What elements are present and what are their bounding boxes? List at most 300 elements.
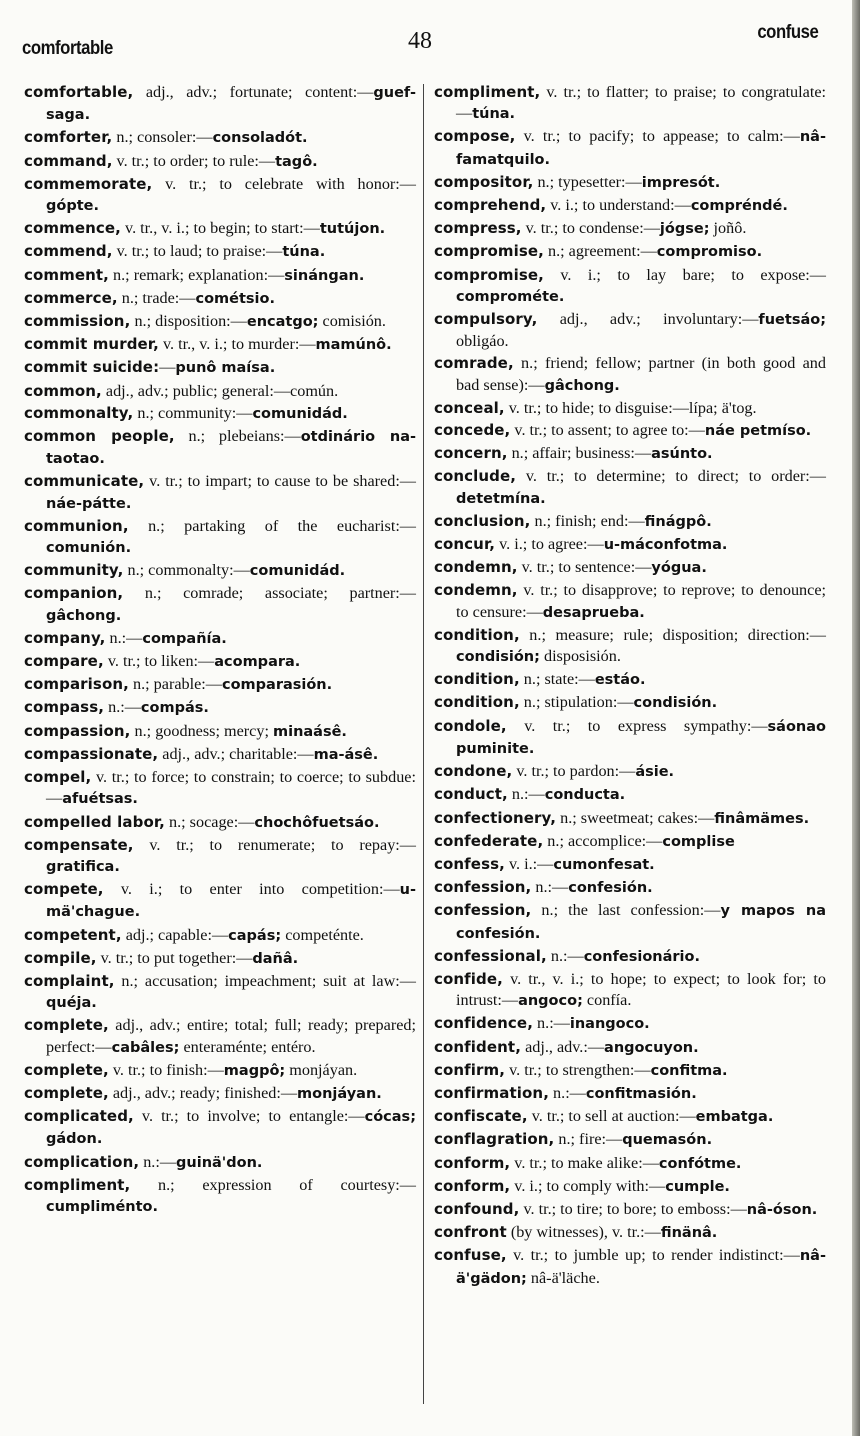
definition: v. tr.; to tire; to bore; to emboss:— (519, 1199, 747, 1218)
translation: chochôfuetsáo. (254, 814, 380, 831)
translation: complise (662, 833, 735, 850)
translation: gópte. (46, 198, 99, 215)
headword: commit murder, (24, 335, 159, 354)
translation: angocuyon. (604, 1039, 699, 1056)
translation: afuétsas. (62, 791, 138, 808)
definition: n.; measure; rule; disposition; direction:— (519, 625, 826, 644)
headword: compile, (24, 948, 97, 967)
definition: v. tr.; to pardon:— (512, 762, 636, 781)
dictionary-entry (434, 1199, 826, 1221)
dictionary-entry (24, 357, 416, 379)
dictionary-entry (434, 1060, 826, 1082)
dictionary-entry (24, 151, 416, 173)
headword: commemorate, (24, 174, 153, 193)
dictionary-entry (434, 1245, 826, 1289)
translation: compañía. (142, 630, 227, 647)
headword: compliment, (434, 83, 541, 101)
translation: tutújon. (319, 221, 386, 238)
dictionary-entry (434, 716, 826, 760)
definition: n.; expression of courtesy:— (130, 1175, 416, 1194)
headword: common, (24, 381, 102, 400)
dictionary-entry (434, 1083, 826, 1105)
dictionary-entry (434, 808, 826, 830)
translation: confótme. (658, 1155, 742, 1172)
headword: compromise, (434, 242, 544, 261)
translation: sinángan. (284, 267, 365, 284)
page-number: 48 (408, 28, 432, 54)
dictionary-entry (434, 761, 826, 783)
translation: condisión; (456, 649, 540, 666)
definition: n.:— (546, 946, 584, 965)
dictionary-entry (434, 420, 826, 442)
headword: confront (434, 1223, 507, 1242)
headword: confound, (434, 1199, 520, 1218)
definition: n.:— (507, 785, 545, 804)
dictionary-entry (434, 241, 826, 263)
dictionary-entry (24, 835, 416, 878)
translation: náe petmíso. (704, 423, 812, 440)
dictionary-entry (24, 288, 416, 310)
dictionary-entry (24, 1152, 416, 1174)
definition: v. tr.; to celebrate with honor:— (152, 174, 416, 193)
dictionary-entry (434, 692, 826, 714)
definition: n.; partaking of the eucharist:— (128, 516, 416, 535)
dictionary-entry (24, 812, 416, 834)
headword: complete, (24, 1060, 109, 1079)
definition: n.; typesetter:— (533, 172, 642, 191)
headword: complication, (24, 1152, 140, 1171)
definition: v. tr.; to pacify; to appease; to calm:— (515, 127, 800, 146)
dictionary-entry (434, 1222, 826, 1244)
headword: conclude, (434, 467, 517, 486)
definition: v. i.; to agree:— (495, 535, 604, 554)
definition: n.; the last confession:— (531, 901, 721, 920)
dictionary-entry (24, 127, 416, 149)
definition: v. i.; to lay bare; to expose:— (543, 265, 826, 284)
definition: n.; stipulation:— (519, 693, 634, 712)
definition: n.; accomplice:— (543, 831, 663, 850)
translation: túna. (472, 106, 516, 123)
dictionary-entry (434, 1106, 826, 1128)
definition: v. tr.; to order; to rule:— (112, 151, 276, 170)
definition: (by witnesses), v. tr.:— (506, 1223, 661, 1242)
definition: v. tr., v. i.; to begin; to start:— (120, 219, 320, 238)
definition: v. tr.; to laud; to praise:— (112, 242, 283, 261)
translation: angoco; (518, 993, 583, 1010)
headword: confess, (434, 854, 505, 873)
definition: adj.; capable:— (121, 925, 229, 944)
headword: commonalty, (24, 403, 134, 422)
dictionary-entry (434, 126, 826, 170)
dictionary-entry (434, 900, 826, 944)
dictionary-entry (434, 854, 826, 876)
headword: condemn, (434, 558, 518, 577)
page-edge-shadow (852, 0, 860, 1436)
definition: v. tr.; to renumerate; to repay:— (133, 835, 416, 854)
dictionary-entry (434, 625, 826, 668)
definition: v. tr.; to strengthen:— (505, 1060, 651, 1079)
headword: compelled labor, (24, 812, 165, 831)
definition: n.; friend; fellow; partner (in both good and bad sense):— (456, 354, 826, 394)
headword: confession, (434, 901, 532, 920)
dictionary-entry (434, 309, 826, 352)
dictionary-entry (24, 767, 416, 810)
translation-extra: obligáo. (456, 332, 509, 351)
headword: comfortable, (24, 83, 134, 101)
definition: v. tr.; to express sympathy:— (506, 716, 768, 735)
translation: comunidád. (249, 563, 346, 580)
definition: v. tr.; to make alike:— (510, 1153, 659, 1172)
dictionary-entry (24, 971, 416, 1014)
definition: v. tr.; to flatter; to praise; to congratulate:— (456, 83, 826, 123)
headword: compromise, (434, 265, 544, 284)
definition: v. tr., v. i.; to murder:— (158, 335, 316, 354)
definition: n.; socage:— (164, 812, 255, 831)
dictionary-entry (24, 674, 416, 696)
dictionary-entry (24, 651, 416, 673)
definition: n.:— (531, 878, 569, 897)
translation: punô maísa. (175, 360, 276, 377)
translation: sáonao puminite. (456, 718, 826, 757)
translation: magpô; (223, 1062, 286, 1079)
translation: comparasión. (221, 677, 333, 694)
dictionary-entry (24, 381, 416, 402)
headword: comrade, (434, 354, 514, 373)
headword: compassion, (24, 721, 131, 740)
translation: embatga. (695, 1109, 774, 1126)
headword: confession, (434, 878, 532, 897)
translation-extra: competénte. (281, 925, 364, 944)
headword: confirm, (434, 1060, 506, 1079)
translation-extra: monjáyan. (285, 1060, 358, 1079)
headword: complete, (24, 1016, 109, 1035)
dictionary-entry (434, 1153, 826, 1175)
headword: confessional, (434, 946, 547, 965)
definition: v. tr.; to put together:— (96, 948, 253, 967)
dictionary-entry (24, 174, 416, 217)
translation: compréndé. (690, 198, 788, 215)
headword: community, (24, 561, 124, 580)
headword: complicated, (24, 1107, 134, 1126)
translation: finágpô. (644, 513, 712, 530)
headword: commence, (24, 219, 121, 238)
translation: gâchong. (544, 377, 620, 394)
translation: nâ-óson. (746, 1201, 818, 1218)
translation: comprométe. (456, 288, 565, 305)
dictionary-entry (24, 721, 416, 743)
definition: adj., adv.; ready; finished:— (108, 1083, 298, 1102)
definition: v. tr.; to liken:— (103, 652, 215, 671)
dictionary-entry (24, 516, 416, 559)
dictionary-entry (24, 426, 416, 470)
translation: otdinário na-taotao. (46, 429, 416, 468)
headword: condition, (434, 670, 520, 689)
headword: condone, (434, 762, 513, 781)
translation: quéja. (46, 995, 97, 1012)
dictionary-entry (24, 1083, 416, 1105)
translation: y mapos na confesión. (456, 903, 826, 942)
headword: commission, (24, 312, 131, 331)
dictionary-entry (434, 466, 826, 509)
headword: company, (24, 628, 106, 647)
translation: jógse; (659, 221, 710, 238)
dictionary-entry (434, 669, 826, 691)
right-guide-word: confuse (756, 22, 818, 43)
translation: confesionário. (583, 948, 700, 965)
translation-extra: comisión. (318, 312, 386, 331)
dictionary-entry (24, 1015, 416, 1058)
definition: n.; fire:— (554, 1130, 623, 1149)
translation: minaásê. (273, 723, 347, 740)
translation: cumonfesat. (553, 856, 655, 873)
headword: compel, (24, 768, 92, 787)
dictionary-entry (434, 398, 826, 419)
headword: companion, (24, 584, 124, 603)
definition: n.; remark; explanation:— (108, 265, 285, 284)
right-column (434, 82, 826, 1291)
translation-extra: confía. (582, 991, 632, 1010)
translation: consoladót. (212, 130, 308, 147)
definition: adj., adv.; entire; total; full; ready; prepared; perfect:— (46, 1016, 416, 1056)
translation-extra: lípa; ä'tog. (688, 398, 757, 417)
translation: cumpliménto. (46, 1198, 159, 1215)
dictionary-entry (434, 195, 826, 217)
translation: confitma. (650, 1062, 728, 1079)
definition: adj., adv.:— (521, 1037, 605, 1056)
headword: condemn, (434, 581, 518, 600)
definition: n.; agreement:— (543, 242, 657, 261)
translation-extra: enteraménte; entéro. (179, 1037, 316, 1056)
headword: conform, (434, 1153, 511, 1172)
translation: náe-pátte. (46, 495, 132, 512)
dictionary-entry (434, 353, 826, 396)
dictionary-entry (24, 879, 416, 923)
translation: estáo. (594, 672, 646, 689)
headword: comprehend, (434, 196, 547, 215)
translation: u-máconfotma. (603, 537, 728, 554)
headword: compensate, (24, 835, 134, 854)
definition: adj., adv.; involuntary:— (537, 310, 759, 329)
translation: confesión. (568, 880, 653, 897)
translation: ma-ásê. (313, 746, 379, 763)
translation-extra: joñô. (709, 219, 747, 238)
definition: v. tr.; to condense:— (521, 219, 660, 238)
translation: impresót. (641, 174, 721, 191)
headword: commit suicide: (24, 358, 160, 377)
translation: desaprueba. (542, 604, 645, 621)
headword: compulsory, (434, 310, 538, 329)
dictionary-entry (434, 946, 826, 968)
definition: v. i.; to understand:— (546, 196, 691, 215)
definition: n.:— (105, 628, 143, 647)
dictionary-entry (434, 784, 826, 806)
headword: confederate, (434, 831, 544, 850)
headword: confidence, (434, 1014, 533, 1033)
definition: v. tr.; to sell at auction:— (527, 1107, 696, 1126)
translation: gratifica. (46, 858, 120, 875)
headword: conceal, (434, 398, 505, 417)
headword: concur, (434, 535, 496, 554)
dictionary-entry (24, 403, 416, 425)
translation: detetmína. (456, 490, 546, 507)
dictionary-entry (24, 948, 416, 970)
headword: complaint, (24, 971, 115, 990)
headword: compliment, (24, 1175, 131, 1194)
dictionary-entry (24, 1106, 416, 1150)
dictionary-entry (24, 583, 416, 626)
definition: n.; sweetmeat; cakes:— (556, 808, 715, 827)
translation: nâ-famatquilo. (456, 129, 826, 168)
dictionary-entry (24, 311, 416, 333)
headword: confide, (434, 969, 503, 988)
dictionary-entry (24, 471, 416, 514)
headword: confectionery, (434, 808, 557, 827)
headword: commend, (24, 242, 113, 261)
headword: concede, (434, 421, 511, 440)
translation: túna. (282, 244, 326, 261)
translation-extra: común. (290, 381, 339, 400)
definition: v. tr.; to involve; to entangle:— (133, 1107, 365, 1126)
dictionary-entry (434, 831, 826, 853)
dictionary-entry (24, 265, 416, 287)
definition: v. tr.; to sentence:— (517, 558, 652, 577)
dictionary-entry (434, 1176, 826, 1198)
dictionary-entry (434, 557, 826, 579)
dictionary-entry (434, 1013, 826, 1035)
definition: n.; state:— (519, 670, 595, 689)
translation: yógua. (651, 560, 707, 577)
dictionary-entry (24, 925, 416, 947)
headword: condition, (434, 693, 520, 712)
translation: dañâ. (252, 950, 299, 967)
translation: finänâ. (660, 1225, 718, 1242)
headword: compress, (434, 219, 522, 238)
definition: n.; goodness; mercy; (130, 721, 273, 740)
headword: condition, (434, 625, 520, 644)
definition: v. tr.; to hide; to disguise:— (504, 398, 689, 417)
translation: comunión. (46, 540, 132, 557)
translation: guinä'don. (176, 1154, 263, 1171)
dictionary-entry (24, 560, 416, 582)
definition: v. tr.; to force; to constrain; to coerce; to subdue:— (46, 768, 416, 808)
headword: conflagration, (434, 1130, 555, 1149)
headword: compass, (24, 698, 105, 717)
translation: capás; (228, 927, 282, 944)
translation-extra: disposisión. (539, 647, 621, 666)
headword: confident, (434, 1037, 522, 1056)
definition: v. tr.; to determine; to direct; to order:— (516, 467, 826, 486)
definition: n.:— (104, 698, 141, 717)
definition: v. i.; to enter into competition:— (103, 880, 400, 899)
definition: n.:— (139, 1152, 177, 1171)
page-header (0, 0, 860, 80)
translation: ásie. (635, 764, 675, 781)
dictionary-entry (434, 265, 826, 308)
definition: adj., adv.; charitable:— (158, 744, 314, 763)
headword: compassionate, (24, 744, 159, 763)
translation: cabâles; (111, 1039, 180, 1056)
translation: cométsio. (195, 290, 275, 307)
translation: guef-saga. (46, 85, 416, 124)
headword: compose, (434, 127, 516, 146)
definition: v. tr.; to finish:— (108, 1060, 224, 1079)
translation: fuetsáo; (758, 312, 826, 329)
left-guide-word: comfortable (22, 38, 113, 59)
definition: n.; trade:— (117, 288, 196, 307)
translation: asúnto. (651, 446, 713, 463)
definition: v. tr.; to disapprove; to reprove; to denounce; to censure:— (456, 581, 826, 621)
translation: inangoco. (569, 1016, 650, 1033)
translation-extra: nâ-ä'läche. (526, 1268, 600, 1287)
left-column (24, 82, 416, 1219)
definition: n.; consoler:— (112, 128, 213, 147)
definition: n.; parable:— (128, 675, 222, 694)
dictionary-entry (24, 628, 416, 650)
dictionary-entry (434, 1129, 826, 1151)
headword: communicate, (24, 472, 145, 491)
definition: adj., adv.; fortunate; content:— (133, 83, 374, 101)
headword: commerce, (24, 288, 118, 307)
headword: communion, (24, 516, 129, 535)
headword: confiscate, (434, 1107, 528, 1126)
translation: compromiso. (656, 244, 763, 261)
dictionary-entry (434, 969, 826, 1012)
headword: comment, (24, 265, 109, 284)
headword: compete, (24, 880, 104, 899)
dictionary-entry (24, 744, 416, 766)
dictionary-entry (434, 172, 826, 194)
dictionary-entry (434, 1037, 826, 1059)
translation: nâ-ä'gädon; (456, 1248, 826, 1287)
definition: n.; community:— (133, 403, 253, 422)
definition: n.:— (549, 1083, 586, 1102)
translation: gâchong. (46, 607, 122, 624)
translation: u-mä'chague. (46, 882, 416, 921)
translation: acompara. (214, 654, 301, 671)
headword: comparison, (24, 675, 129, 694)
definition: v. tr.; to jumble up; to render indistinct:— (506, 1246, 800, 1265)
headword: comforter, (24, 128, 113, 147)
headword: confuse, (434, 1246, 507, 1265)
headword: concern, (434, 444, 508, 463)
column-divider (423, 84, 424, 1404)
translation: confitmasión. (585, 1085, 697, 1102)
definition: n.; plebeians:— (174, 427, 301, 446)
headword: complete, (24, 1083, 109, 1102)
dictionary-entry (24, 1175, 416, 1218)
definition: n.; comrade; associate; partner:— (123, 584, 416, 603)
translation: monjáyan. (297, 1085, 382, 1102)
dictionary-entry (434, 534, 826, 556)
translation: condisión. (633, 695, 718, 712)
definition: v. i.; to comply with:— (510, 1176, 666, 1195)
definition: v. tr.; to assent; to agree to:— (510, 421, 705, 440)
dictionary-entry (434, 443, 826, 465)
definition: — (159, 358, 176, 377)
translation: mamúnô. (315, 337, 392, 354)
translation: cumple. (665, 1178, 730, 1195)
definition: n.; commonalty:— (123, 561, 250, 580)
headword: competent, (24, 925, 122, 944)
dictionary-entry (24, 218, 416, 240)
translation: finâmämes. (714, 810, 810, 827)
translation: conducta. (544, 787, 626, 804)
translation: encatgo; (246, 314, 319, 331)
headword: compositor, (434, 172, 534, 191)
definition: n.; finish; end:— (530, 511, 645, 530)
dictionary-entry (434, 218, 826, 240)
headword: common people, (24, 427, 175, 446)
